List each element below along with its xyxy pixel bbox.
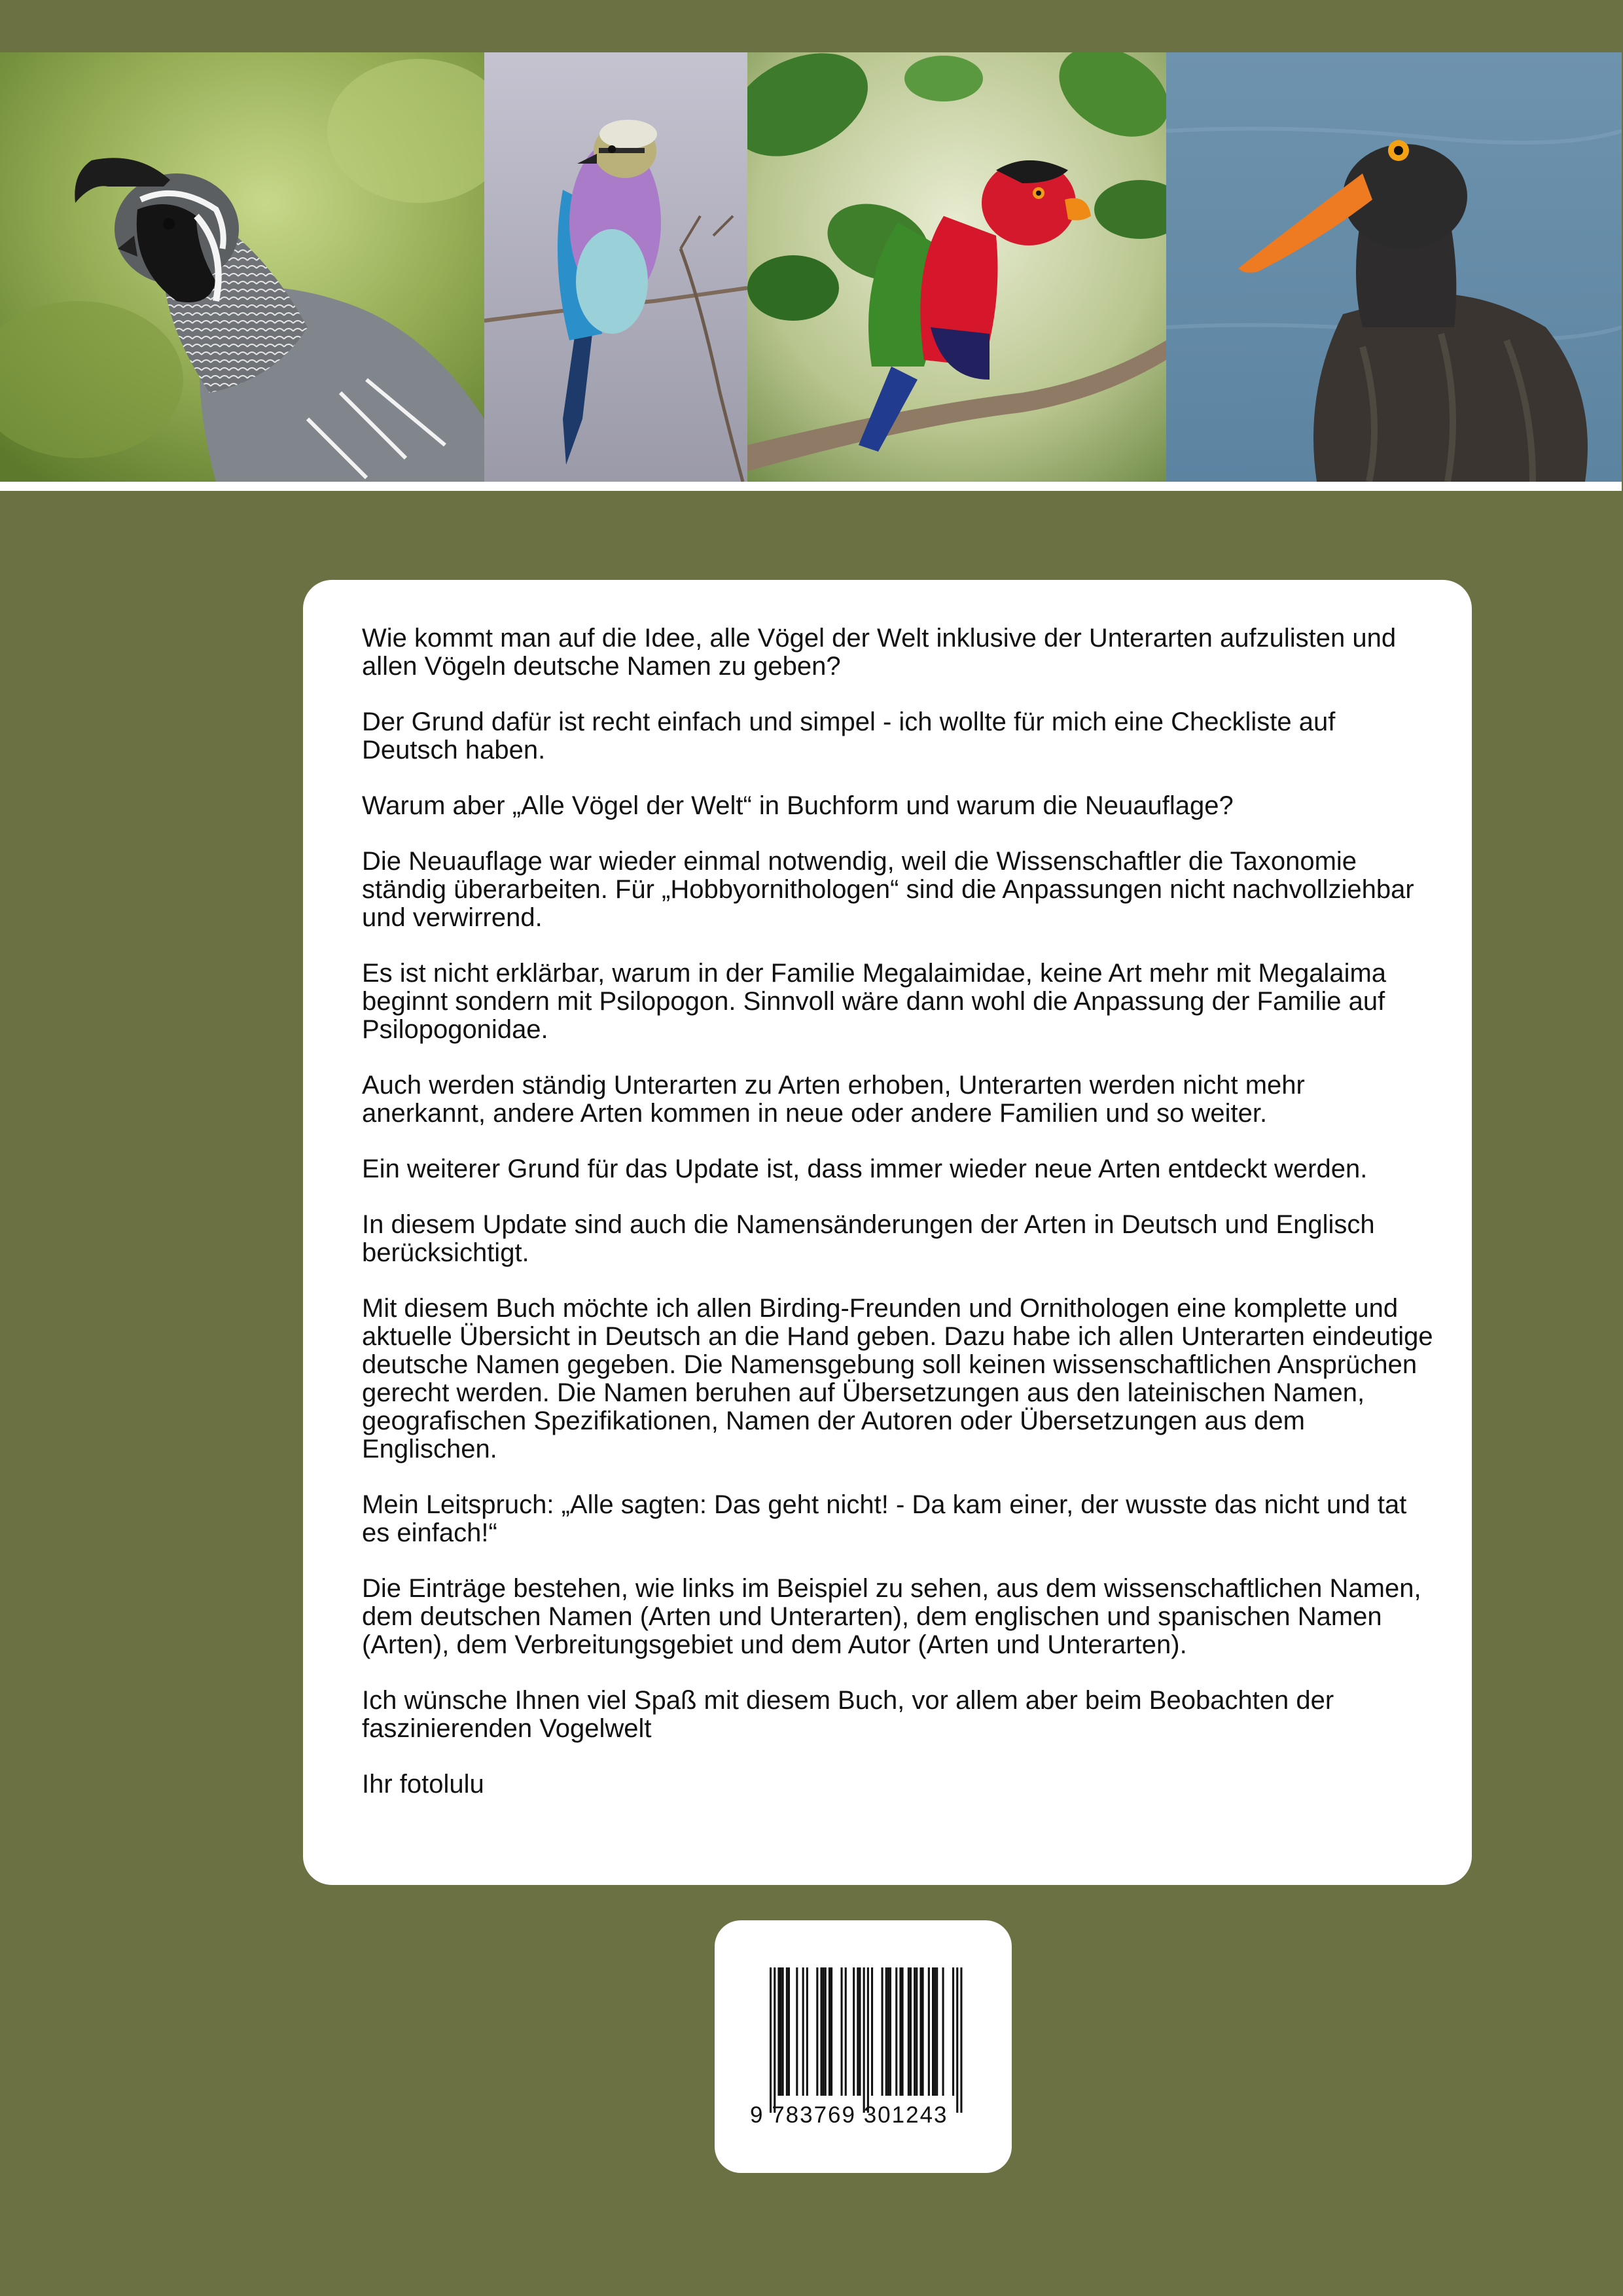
barcode-bar-41 xyxy=(942,1967,944,2096)
barcode-bar-18 xyxy=(853,1967,855,2096)
barcode-bar-0 xyxy=(770,1967,772,2113)
roller-photo xyxy=(484,52,747,482)
barcode-bar-39 xyxy=(934,1967,936,2096)
barcode-bar-27 xyxy=(889,1967,891,2096)
barcode-bar-6 xyxy=(788,1967,790,2096)
text-card xyxy=(303,580,1472,1885)
barcode-bar-44 xyxy=(960,1967,962,2113)
barcode-bar-22 xyxy=(867,1967,869,2113)
barcode-bar-11 xyxy=(821,1967,823,2096)
barcode-bar-29 xyxy=(899,1967,901,2096)
barcode-bar-14 xyxy=(829,1967,830,2096)
barcode-bar-30 xyxy=(902,1967,904,2096)
barcode-bar-8 xyxy=(802,1967,804,2096)
barcode-bar-31 xyxy=(908,1967,910,2096)
barcode-bar-16 xyxy=(841,1967,843,2096)
paragraph-4: Die Neuauflage war wieder einmal notwendig, weil die Wissenschaftler die Taxonomie ständig überarbeiten. Für „Hobbyornithologen“ sind die Anpassungen nicht nachvollziehbar und verwirrend. xyxy=(362,847,1414,932)
barcode-bar-37 xyxy=(928,1967,930,2096)
paragraph-1: Wie kommt man auf die Idee, alle Vögel der Welt inklusive der Unterarten aufzulisten und allen Vögeln deutsche Namen zu geben? xyxy=(362,624,1397,681)
barcode-bar-43 xyxy=(956,1967,958,2113)
barcode-bar-42 xyxy=(952,1967,954,2096)
barcode-bar-17 xyxy=(845,1967,847,2096)
barcode-bar-21 xyxy=(863,1967,865,2113)
barcode-bar-24 xyxy=(882,1967,883,2096)
barcode-bar-1 xyxy=(774,1967,776,2113)
barcode-bar-40 xyxy=(936,1967,938,2096)
paragraph-2: Der Grund dafür ist recht einfach und simpel - ich wollte für mich eine Checkliste auf Deutsch haben. xyxy=(362,708,1336,764)
barcode-bar-20 xyxy=(859,1967,861,2096)
barcode-bar-19 xyxy=(857,1967,859,2096)
paragraph-5: Es ist nicht erklärbar, warum in der Familie Megalaimidae, keine Art mehr mit Megalaima beginnt sondern mit Psilopogon. Sinnvoll wäre dann wohl die Anpassung der Familie auf Psilopogonidae. xyxy=(362,959,1387,1044)
barcode-bar-25 xyxy=(885,1967,887,2096)
lory-photo xyxy=(747,52,1166,482)
barcode-bar-23 xyxy=(871,1967,873,2096)
isbn-number: 9 783769 301243 xyxy=(750,2102,948,2128)
barcode-bar-38 xyxy=(932,1967,934,2096)
barcode-bar-7 xyxy=(796,1967,798,2096)
oystercatcher-photo xyxy=(1166,52,1622,482)
quail-photo xyxy=(0,52,484,482)
barcode-bar-12 xyxy=(823,1967,825,2096)
barcode-bar-15 xyxy=(830,1967,832,2096)
barcode-card xyxy=(715,1920,1012,2173)
barcode-bar-9 xyxy=(806,1967,808,2096)
paragraph-9: Mit diesem Buch möchte ich allen Birding-Freunden und Ornithologen eine komplette und aktuelle Übersicht in Deutsch an die Hand geben. Dazu habe ich allen Unterarten eindeutige deutsche Namen gegeben. Die Namensgebung soll keinen wissenschaftlichen Ansprüchen gerecht werden. Die Namen beruhen auf Übersetzungen aus den lateinischen Namen, geografischen Spezifikationen, Namen der Autoren oder Übersetzungen aus dem Englischen. xyxy=(362,1294,1433,1463)
paragraph-8: In diesem Update sind auch die Namensänderungen der Arten in Deutsch und Englisch berücksichtigt. xyxy=(362,1210,1375,1267)
signature-line: Ihr fotolulu xyxy=(362,1770,484,1799)
barcode-bar-26 xyxy=(887,1967,889,2096)
barcode-bar-4 xyxy=(782,1967,784,2096)
white-divider xyxy=(0,482,1622,491)
paragraph-3: Warum aber „Alle Vögel der Welt“ in Buchform und warum die Neuauflage? xyxy=(362,791,1234,820)
barcode-bar-34 xyxy=(916,1967,918,2096)
barcode-bar-5 xyxy=(786,1967,788,2096)
barcode-bar-32 xyxy=(910,1967,912,2096)
barcode-bars xyxy=(715,1920,1012,2173)
barcode-bar-28 xyxy=(895,1967,897,2096)
barcode-bar-13 xyxy=(825,1967,827,2096)
photo-strip xyxy=(0,52,1622,482)
paragraph-10: Mein Leitspruch: „Alle sagten: Das geht nicht! - Da kam einer, der wusste das nicht und tat es einfach!“ xyxy=(362,1490,1407,1547)
barcode-bar-33 xyxy=(914,1967,916,2096)
paragraph-6: Auch werden ständig Unterarten zu Arten erhoben, Unterarten werden nicht mehr anerkannt, andere Arten kommen in neue oder andere Familien und so weiter. xyxy=(362,1071,1305,1128)
barcode-bar-3 xyxy=(780,1967,782,2096)
barcode-bar-10 xyxy=(816,1967,818,2096)
barcode-bar-2 xyxy=(777,1967,779,2096)
barcode-bar-35 xyxy=(919,1967,921,2096)
paragraph-7: Ein weiterer Grund für das Update ist, dass immer wieder neue Arten entdeckt werden. xyxy=(362,1155,1368,1183)
paragraph-12: Ich wünsche Ihnen viel Spaß mit diesem Buch, vor allem aber beim Beobachten der faszinierenden Vogelwelt xyxy=(362,1686,1334,1743)
barcode-bar-36 xyxy=(922,1967,924,2096)
paragraph-11: Die Einträge bestehen, wie links im Beispiel zu sehen, aus dem wissenschaftlichen Namen, dem deutschen Namen (Arten und Unterarten), dem englischen und spanischen Namen (Arten), dem Verbreitungsgebiet und dem Autor (Arten und Unterarten). xyxy=(362,1574,1421,1659)
